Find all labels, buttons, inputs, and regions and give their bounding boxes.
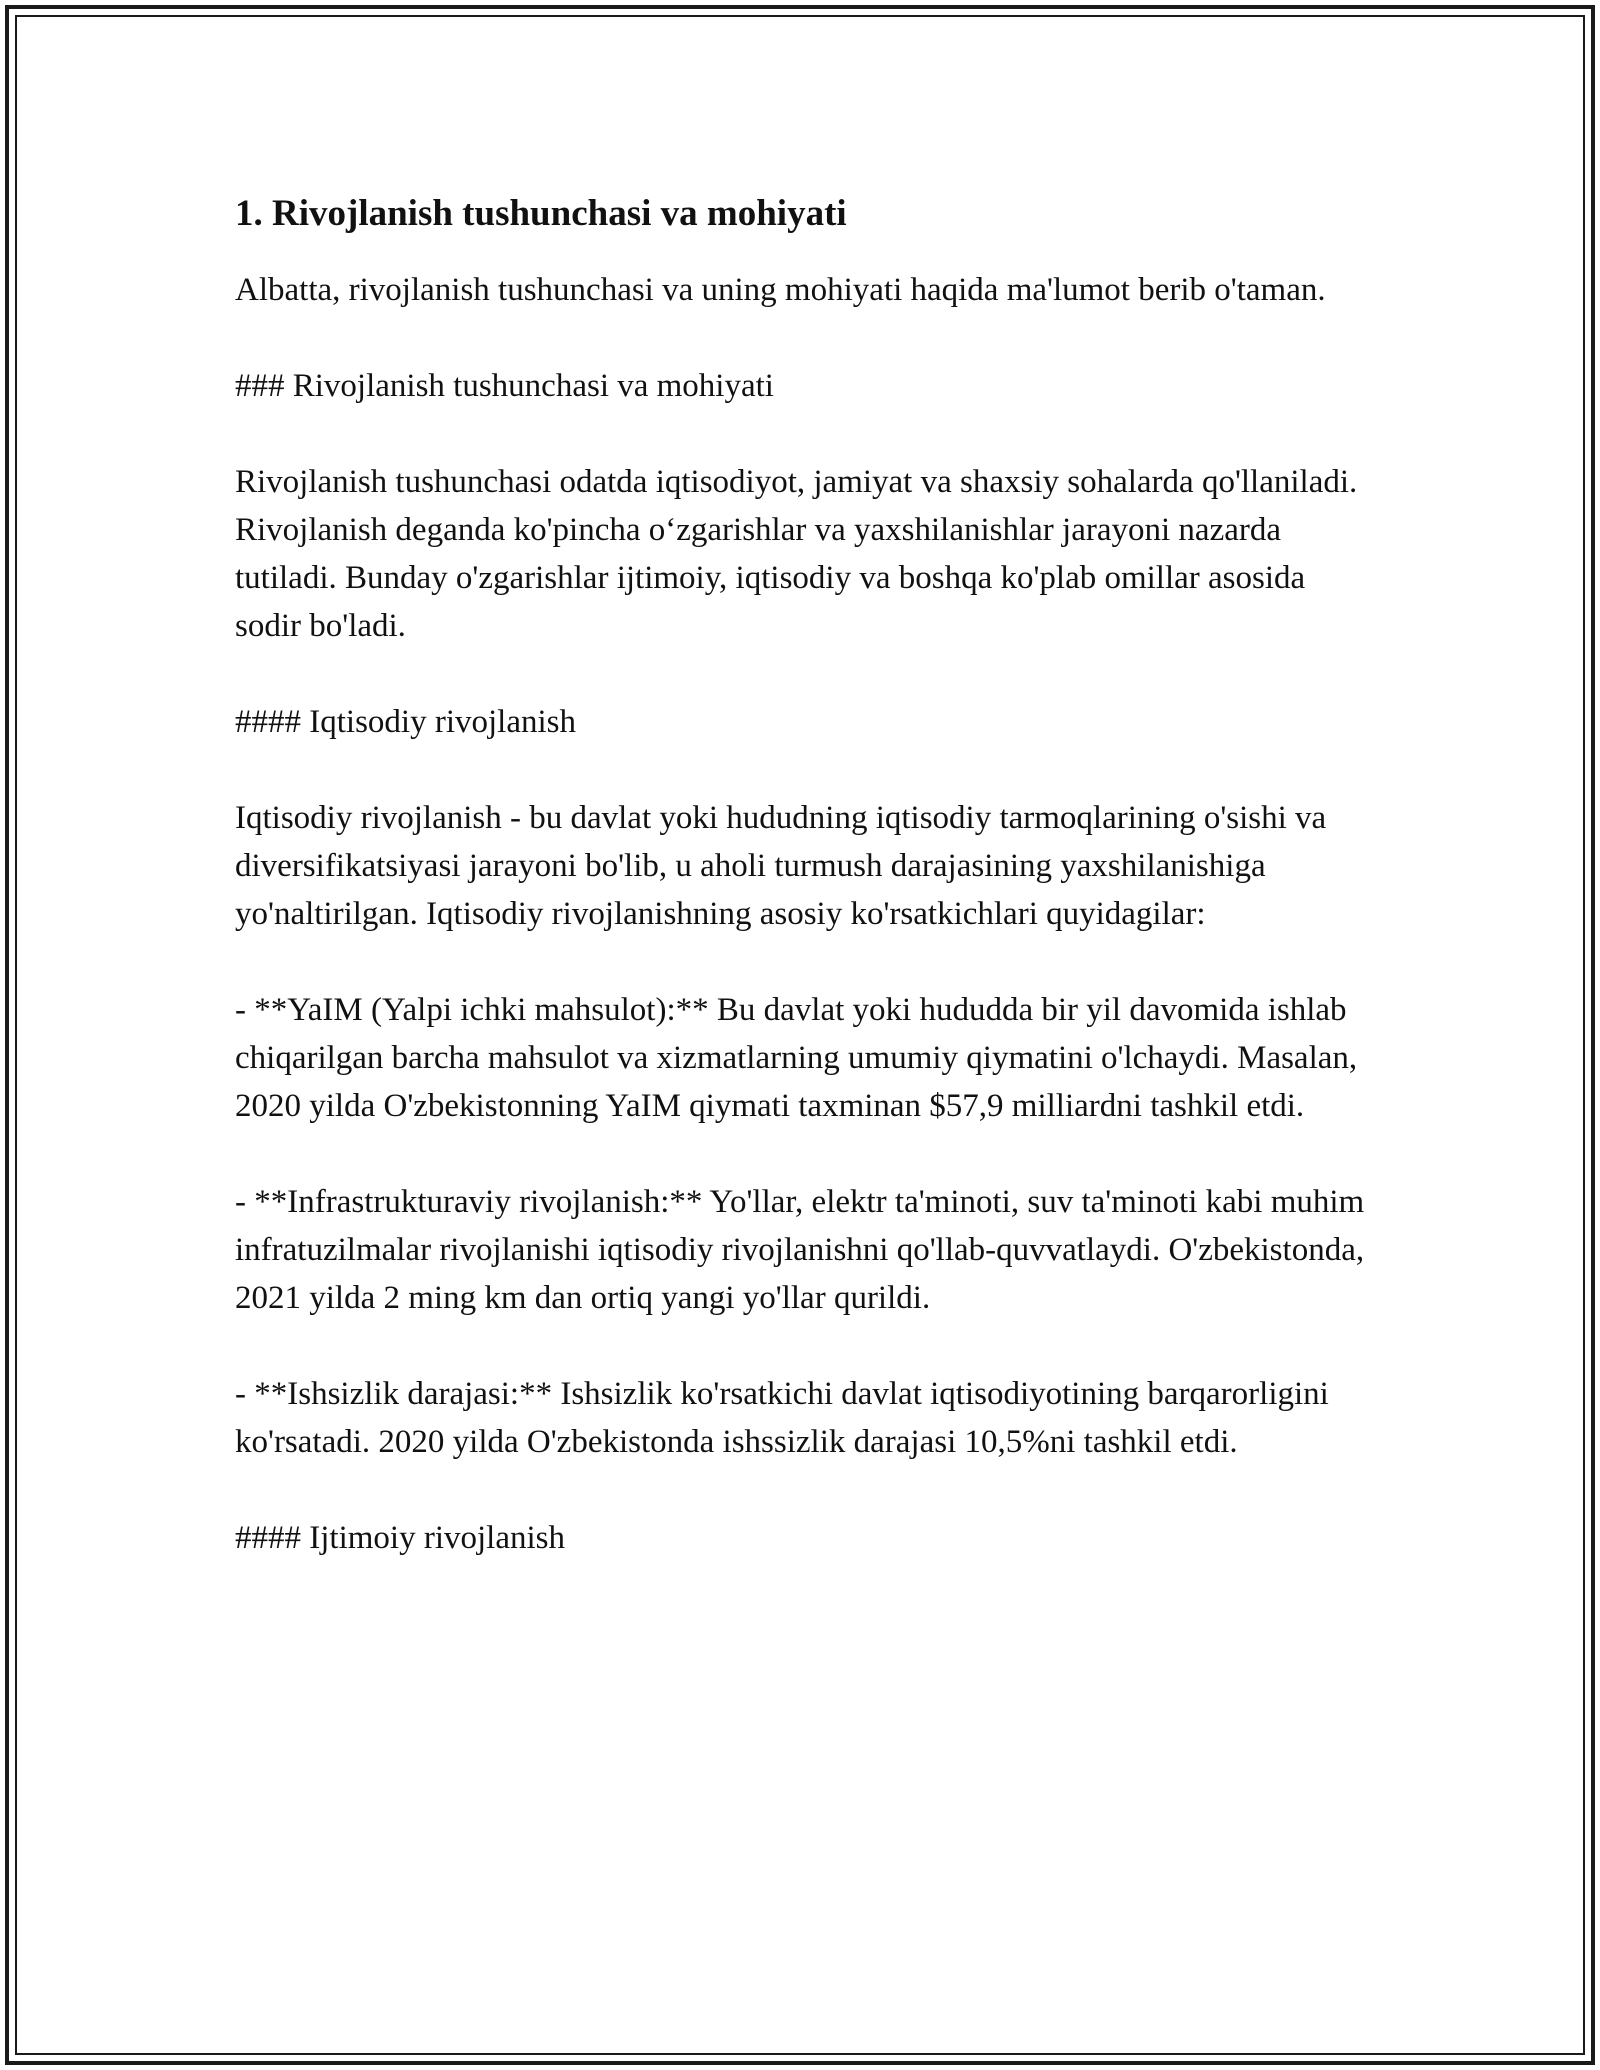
subsection-heading-economic: #### Iqtisodiy rivojlanish	[235, 704, 576, 740]
document-page	[235, 188, 1375, 1610]
list-item-unemployment: - **Ishsizlik darajasi:** Ishsizlik ko'rsatkichi davlat iqtisodiyotining barqarorligini ko'rsatadi. 2020 yilda O'zbekistonda ishssizlik darajasi 10,5%ni tashkil etdi.	[235, 1376, 1329, 1460]
body-paragraph: Rivojlanish tushunchasi odatda iqtisodiyot, jamiyat va shaxsiy sohalarda qo'llaniladi. Rivojlanish deganda ko'pincha o‘zgarishlar va yaxshilanishlar jarayoni nazarda tutiladi. Bunday o'zgarishlar ijtimoiy, iqtisodiy va boshqa ko'plab omillar asosida sodir bo'ladi.	[235, 464, 1358, 644]
document-title: 1. Rivojlanish tushunchasi va mohiyati	[235, 193, 847, 234]
list-item-gdp: - **YaIM (Yalpi ichki mahsulot):** Bu davlat yoki hududda bir yil davomida ishlab chiqarilgan barcha mahsulot va xizmatlarning umumiy qiymatini o'lchaydi. Masalan, 2020 yilda O'zbekistonning YaIM qiymati taxminan $57,9 milliardni tashkil etdi.	[235, 992, 1358, 1124]
intro-paragraph: Albatta, rivojlanish tushunchasi va uning mohiyati haqida ma'lumot berib o'taman.	[235, 272, 1326, 308]
subsection-heading-social: #### Ijtimoiy rivojlanish	[235, 1520, 565, 1556]
section-heading-markdown: ### Rivojlanish tushunchasi va mohiyati	[235, 368, 774, 404]
body-paragraph: Iqtisodiy rivojlanish - bu davlat yoki hududning iqtisodiy tarmoqlarining o'sishi va diversifikatsiyasi jarayoni bo'lib, u aholi turmush darajasining yaxshilanishiga yo'naltirilgan. Iqtisodiy rivojlanishning asosiy ko'rsatkichlari quyidagilar:	[235, 800, 1327, 932]
list-item-infrastructure: - **Infrastrukturaviy rivojlanish:** Yo'llar, elektr ta'minoti, suv ta'minoti kabi muhim infratuzilmalar rivojlanishi iqtisodiy rivojlanishni qo'llab-quvvatlaydi. O'zbekistonda, 2021 yilda 2 ming km dan ortiq yangi yo'llar qurildi.	[235, 1184, 1365, 1316]
